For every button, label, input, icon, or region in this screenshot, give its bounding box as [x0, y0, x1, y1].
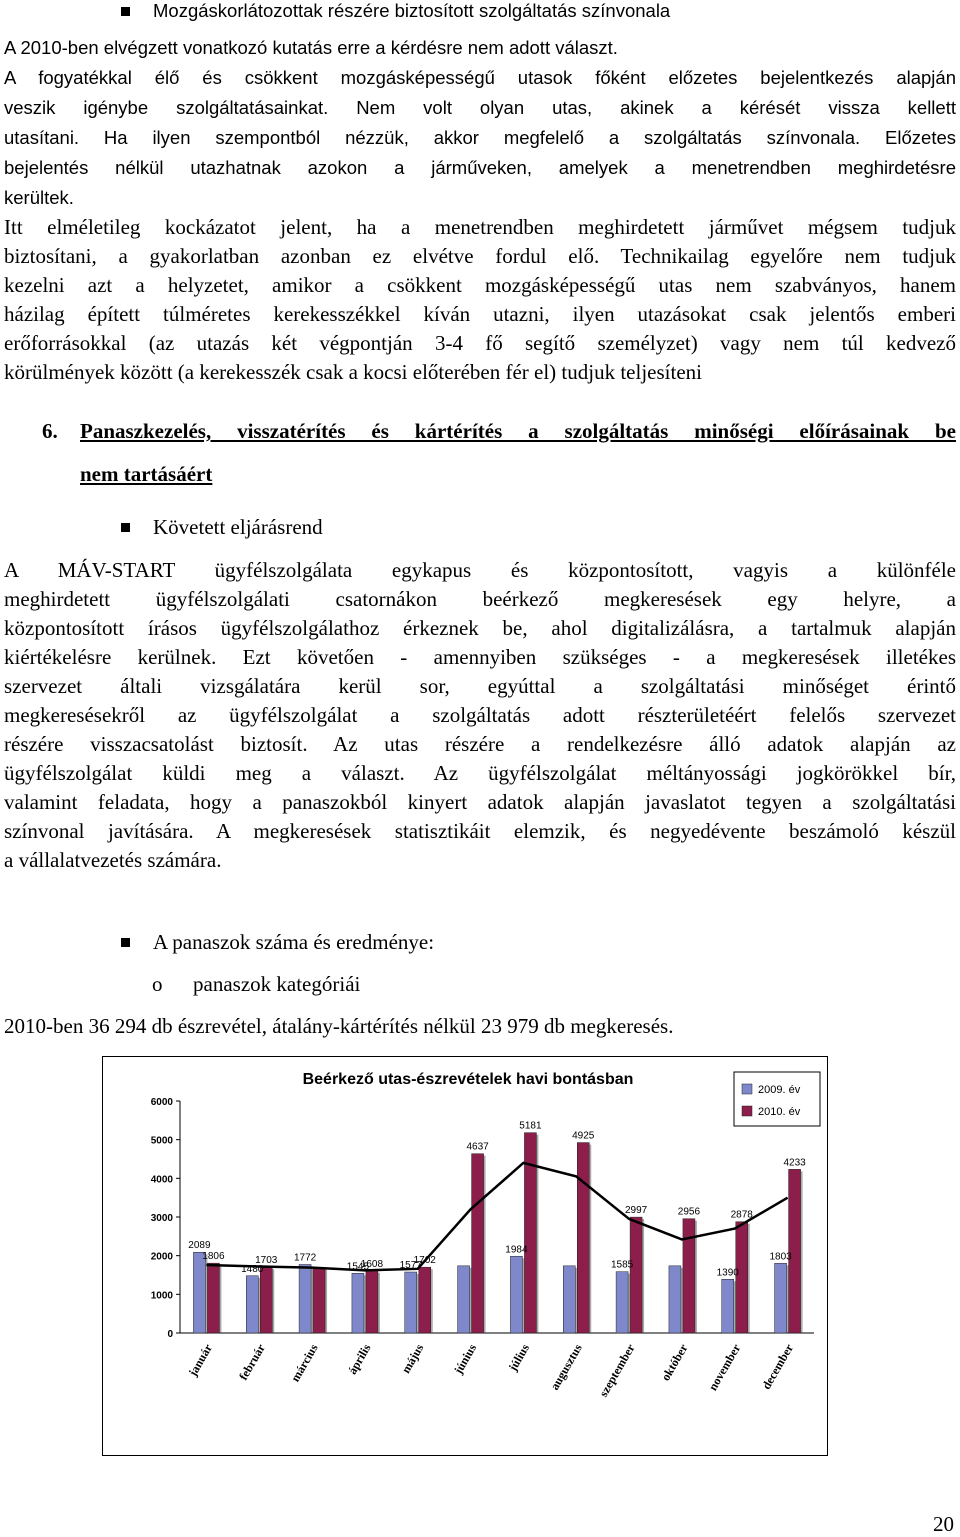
paragraph-line: A 2010-ben elvégzett vonatkozó kutatás erre a kérdésre nem adott választ.: [4, 37, 618, 58]
paragraph-line: szervezet általi vizsgálatára kerül sor, egyúttal a szolgáltatási minőséget érintő: [4, 674, 956, 698]
y-tick-label: 4000: [150, 1174, 173, 1186]
data-label: 1480: [241, 1263, 264, 1275]
legend-label: 2010. év: [758, 1106, 801, 1118]
x-tick-label: április: [345, 1341, 374, 1377]
bar-2010: [683, 1219, 695, 1333]
paragraph-line: Itt elméletileg kockázatot jelent, ha a menetrendben meghirdetett járművet mégsem tudjuk: [4, 215, 956, 239]
bar-2010: [313, 1267, 325, 1333]
bar-2009: [246, 1276, 258, 1333]
data-label: 1984: [505, 1244, 528, 1256]
data-label: 1772: [293, 1252, 317, 1264]
paragraph-line: kiértékelésre kerülnek. Ezt követően - amennyiben szükséges - a megkeresések illetékes: [4, 645, 956, 669]
paragraph-line: kezelni azt a helyzetet, amikor a csökkent mozgásképességű utas nem szabványos, hanem: [4, 273, 956, 297]
bar-2010: [577, 1143, 589, 1333]
bullet-complaints-count: A panaszok száma és eredménye:: [153, 930, 435, 954]
paragraph-line: meghirdetett ügyfélszolgálati csatornákon beérkező megkeresések egy helyre, a: [4, 587, 956, 611]
x-tick-label: szeptember: [596, 1341, 638, 1400]
y-tick-label: 6000: [150, 1097, 173, 1108]
paragraph-line: valamint feladata, hogy a panaszokból kinyert adatok alapján javaslatot tegyen a szolgáltatási: [4, 790, 956, 814]
bullet-mobility-service: Mozgáskorlátozottak részére biztosított szolgáltatás színvonala: [153, 0, 671, 21]
data-label: 1577: [399, 1260, 422, 1272]
x-tick-label: december: [759, 1341, 797, 1392]
sub-bullet-complaint-categories: panaszok kategóriái: [193, 972, 361, 996]
x-tick-label: július: [505, 1341, 533, 1374]
bullet-marker: [121, 7, 130, 16]
paragraph-line: megkeresésekről az ügyfélszolgálat a szolgáltatás adott részterületéért felelős szervezet: [4, 703, 956, 727]
y-tick-label: 2000: [150, 1251, 173, 1263]
y-tick-label: 3000: [150, 1213, 173, 1224]
y-tick-label: 5000: [150, 1135, 173, 1147]
paragraph-line: központosított írásos ügyfélszolgálathoz érkeznek be, ahol digitalizálásra, a tartalmuk alapján: [4, 616, 956, 640]
paragraph-line: erőforrásokkal (az utazás két végpontján 3-4 fő segítő személyzet) vagy nem túl kedvező: [4, 331, 956, 355]
bullet-procedure: Követett eljárásrend: [153, 515, 323, 539]
x-tick-label: március: [288, 1341, 321, 1385]
paragraph-line: színvonal javítására. A megkeresések statisztikáit elemzik, és negyedévente beszámoló készül: [4, 819, 956, 843]
paragraph-line: házilag épített túlméretes kerekesszékkel kíván utazni, ilyen utazásokat csak jelentős emberi: [4, 302, 956, 326]
data-label: 1702: [413, 1255, 436, 1267]
summary-line: 2010-ben 36 294 db észrevétel, átalány-kártérítés nélkül 23 979 db megkeresés.: [4, 1014, 674, 1038]
bar-2010: [630, 1217, 642, 1333]
legend-label: 2009. év: [758, 1084, 801, 1096]
paragraph-line: bejelentés nélkül utazhatnak azokon a járműveken, amelyek a menetrendben meghirdetésre: [4, 157, 956, 178]
bar-2009: [458, 1266, 470, 1333]
section-title-continued: nem tartásáért: [80, 462, 213, 486]
bar-2010: [207, 1263, 219, 1333]
bar-2009: [405, 1272, 417, 1333]
data-label: 2089: [188, 1240, 211, 1252]
bar-2010: [419, 1267, 431, 1333]
paragraph-line: biztosítani, a gyakorlatban azonban ez elvétve fordul elő. Technikailag egyelőre nem tudjuk: [4, 244, 956, 268]
bullet-marker: [121, 938, 130, 947]
data-label: 1803: [769, 1251, 792, 1263]
paragraph-line: utasítani. Ha ilyen szempontból nézzük, akkor megfelelő a szolgáltatás színvonala. Előzetes: [4, 127, 956, 148]
data-label: 2997: [624, 1205, 648, 1217]
legend-swatch: [742, 1106, 752, 1116]
chart-title: Beérkező utas-észrevételek havi bontásban: [302, 1071, 634, 1088]
paragraph-line: a vállalatvezetés számára.: [4, 848, 222, 872]
bullet-marker: [121, 523, 130, 532]
data-label: 1390: [716, 1267, 739, 1279]
y-tick-label: 0: [167, 1329, 173, 1340]
paragraph-line: körülmények között (a kerekesszék csak a kocsi előterében fér el) tudjuk teljesíteni: [4, 360, 702, 384]
bar-2010: [472, 1154, 484, 1333]
x-tick-label: február: [236, 1341, 268, 1383]
data-label: 1703: [255, 1255, 278, 1267]
paragraph-line: veszik igénybe szolgáltatásainkat. Nem volt olyan utas, akinek a kérését vissza kellett: [4, 97, 956, 118]
bar-2009: [193, 1252, 205, 1333]
page-number: 20: [933, 1512, 954, 1536]
bar-2009: [722, 1279, 734, 1333]
section-number: 6.: [42, 419, 58, 443]
data-label: 1806: [202, 1251, 225, 1263]
sub-bullet-marker: o: [152, 972, 163, 996]
paragraph-line: kerültek.: [4, 187, 74, 208]
bar-2009: [563, 1266, 575, 1333]
paragraph-line: A fogyatékkal élő és csökkent mozgásképességű utasok főként előzetes bejelentkezés alapján: [4, 67, 956, 88]
paragraph-line: A MÁV-START ügyfélszolgálata egykapus és központosított, vagyis a különféle: [4, 558, 956, 582]
bar-2010: [260, 1267, 272, 1333]
data-label: 4925: [572, 1130, 595, 1142]
data-label: 2956: [677, 1206, 701, 1218]
paragraph-line: ügyfélszolgálat küldi meg a választ. Az ügyfélszolgálat méltányossági jogkörökkel bír,: [4, 761, 956, 785]
bar-2009: [616, 1272, 628, 1333]
legend-swatch: [742, 1084, 752, 1094]
bar-2009: [775, 1263, 787, 1333]
x-tick-label: január: [185, 1341, 216, 1379]
bar-2009: [669, 1266, 681, 1333]
data-label: 1585: [610, 1259, 634, 1271]
bar-2009: [352, 1273, 364, 1333]
bar-2009: [299, 1264, 311, 1333]
data-label: 5181: [519, 1120, 542, 1132]
bar-2010: [366, 1271, 378, 1333]
data-label: 1608: [360, 1258, 384, 1270]
data-label: 1545: [346, 1261, 370, 1273]
bar-2009: [510, 1256, 522, 1333]
x-tick-label: augusztus: [547, 1341, 585, 1393]
data-label: 4637: [466, 1141, 489, 1153]
data-label: 2878: [730, 1209, 753, 1221]
x-tick-label: május: [398, 1341, 427, 1376]
y-tick-label: 1000: [150, 1290, 173, 1302]
chart-legend: [734, 1072, 820, 1126]
x-tick-label: november: [705, 1341, 744, 1393]
monthly-complaints-chart: [102, 1056, 828, 1456]
x-tick-label: október: [658, 1341, 691, 1384]
paragraph-line: részére visszacsatolást biztosít. Az utas részére a rendelkezésre álló adatok alapján az: [4, 732, 956, 756]
x-tick-label: június: [451, 1341, 480, 1377]
data-label: 4233: [783, 1157, 806, 1169]
section-title: Panaszkezelés, visszatérítés és kártérítés a szolgáltatás minőségi előírásainak be: [80, 419, 956, 443]
